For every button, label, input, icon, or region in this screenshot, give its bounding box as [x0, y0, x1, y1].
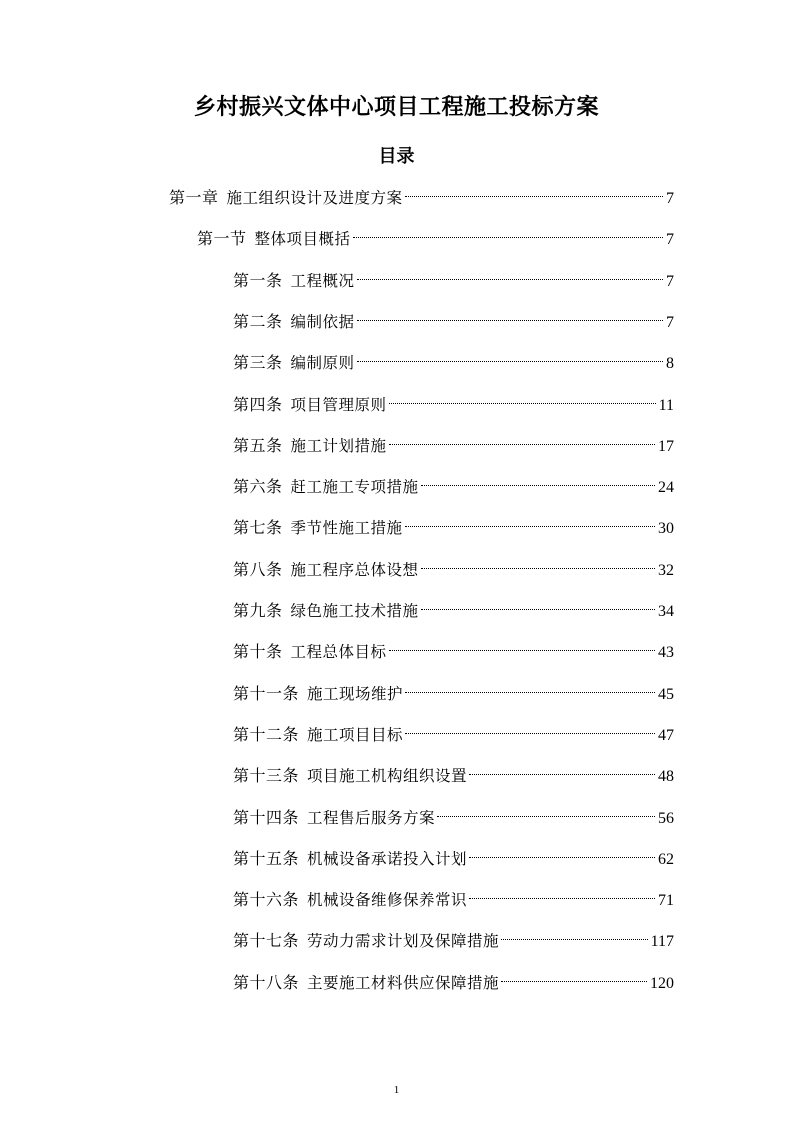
- toc-entry-number: 第三条: [233, 353, 283, 373]
- toc-entry[interactable]: [233, 927, 674, 955]
- toc-entry[interactable]: [233, 804, 674, 832]
- toc-entry-title: 项目施工机构组织设置: [307, 767, 468, 786]
- toc-entry[interactable]: [233, 473, 674, 501]
- toc-entry-page-number: 24: [658, 479, 674, 497]
- toc-dot-leader: [421, 609, 655, 610]
- toc-dot-leader: [405, 196, 663, 197]
- toc-entry-page-number: 7: [666, 231, 674, 249]
- page-number: 1: [393, 1084, 400, 1096]
- toc-entry-title: 整体项目概括: [254, 230, 351, 249]
- toc-dot-leader: [389, 650, 655, 651]
- toc-entry-title: 项目管理原则: [290, 395, 387, 414]
- toc-entry[interactable]: [233, 597, 674, 625]
- toc-entry[interactable]: [233, 638, 674, 666]
- toc-entry[interactable]: [233, 721, 674, 749]
- toc-dot-leader: [405, 526, 655, 527]
- toc-entry-title: 工程概况: [290, 271, 355, 290]
- toc-entry-title: 工程售后服务方案: [307, 808, 436, 827]
- toc-entry-number: 第二条: [233, 311, 283, 331]
- toc-entry-number: 第十一条: [233, 683, 300, 703]
- toc-entry-title: 施工程序总体设想: [290, 560, 419, 579]
- toc-entry[interactable]: [197, 225, 674, 253]
- toc-entry-page-number: 56: [658, 809, 674, 827]
- toc-entry-number: 第十二条: [233, 724, 300, 744]
- toc-entry-title: 机械设备维修保养常识: [307, 891, 468, 910]
- toc-entry-number: 第四条: [233, 394, 283, 414]
- toc-entry-number: 第九条: [233, 601, 283, 620]
- toc-entry-title: 机械设备承诺投入计划: [307, 849, 468, 868]
- toc-entry[interactable]: [233, 680, 674, 708]
- toc-dot-leader: [501, 939, 648, 940]
- toc-entry-page-number: 11: [658, 396, 674, 414]
- toc-entry-page-number: 17: [658, 437, 674, 455]
- toc-entry-title: 编制依据: [290, 312, 355, 331]
- toc-dot-leader: [357, 279, 663, 280]
- toc-entry-number: 第十八条: [233, 972, 300, 992]
- toc-dot-leader: [469, 774, 655, 775]
- toc-entry-page-number: 32: [658, 561, 674, 579]
- toc-entry-page-number: 48: [658, 768, 674, 786]
- toc-heading: 目录: [378, 146, 415, 167]
- toc-entry-page-number: 47: [658, 726, 674, 744]
- toc-entry-page-number: 43: [658, 644, 674, 662]
- toc-dot-leader: [437, 816, 655, 817]
- toc-entry-number: 第七条: [233, 518, 283, 538]
- toc-entry-title: 季节性施工措施: [290, 519, 403, 538]
- toc-dot-leader: [389, 444, 655, 445]
- toc-entry-title: 劳动力需求计划及保障措施: [307, 932, 500, 951]
- toc-entry-number: 第一条: [233, 270, 283, 290]
- toc-dot-leader: [421, 485, 655, 486]
- toc-entry-number: 第一章: [169, 188, 219, 207]
- toc-dot-leader: [469, 857, 655, 858]
- toc-entry-number: 第十四条: [233, 807, 300, 827]
- toc-dot-leader: [353, 237, 663, 238]
- toc-dot-leader: [357, 361, 663, 362]
- toc-entry-number: 第一节: [197, 229, 247, 249]
- toc-entry[interactable]: [233, 886, 674, 914]
- toc-entry[interactable]: [233, 432, 674, 460]
- toc-entry-number: 第六条: [233, 477, 283, 497]
- toc-entry[interactable]: [233, 308, 674, 336]
- toc-entry[interactable]: [233, 845, 674, 873]
- toc-entry-page-number: 34: [658, 603, 674, 620]
- toc-entry-page-number: 7: [666, 313, 674, 331]
- toc-dot-leader: [469, 898, 655, 899]
- toc-entry-title: 施工组织设计及进度方案: [226, 189, 403, 207]
- toc-entry-page-number: 7: [666, 272, 674, 290]
- toc-entry[interactable]: [233, 556, 674, 584]
- toc-dot-leader: [405, 692, 655, 693]
- toc-entry-title: 施工项目目标: [307, 725, 404, 744]
- toc-entry-number: 第十七条: [233, 931, 300, 951]
- toc-entry-number: 第八条: [233, 559, 283, 579]
- toc-entry-page-number: 45: [658, 685, 674, 703]
- toc-entry-page-number: 120: [650, 974, 674, 992]
- toc-entry-page-number: 117: [650, 933, 674, 951]
- toc-dot-leader: [389, 403, 656, 404]
- toc-entry[interactable]: [233, 762, 674, 790]
- toc-entry-number: 第十三条: [233, 766, 300, 786]
- toc-dot-leader: [357, 320, 663, 321]
- toc-entry-number: 第十五条: [233, 848, 300, 868]
- toc-entry[interactable]: [233, 349, 674, 377]
- toc-entry-title: 主要施工材料供应保障措施: [307, 973, 500, 992]
- toc-entry-page-number: 62: [658, 850, 674, 868]
- toc-dot-leader: [421, 568, 655, 569]
- toc-entry[interactable]: [169, 184, 674, 212]
- toc-dot-leader: [405, 733, 655, 734]
- toc-entry-number: 第五条: [233, 435, 283, 455]
- document-title: 乡村振兴文体中心项目工程施工投标方案: [193, 95, 599, 120]
- toc-entry-number: 第十条: [233, 642, 283, 662]
- toc-entry-title: 施工计划措施: [290, 436, 387, 455]
- toc-entry-page-number: 71: [658, 892, 674, 910]
- toc-entry-title: 工程总体目标: [290, 643, 387, 662]
- toc-entry[interactable]: [233, 391, 674, 419]
- toc-entry[interactable]: [233, 267, 674, 295]
- toc-entry-page-number: 7: [666, 190, 674, 207]
- toc-entry-title: 施工现场维护: [307, 684, 404, 703]
- toc-entry-page-number: 8: [666, 355, 674, 373]
- toc-entry-number: 第十六条: [233, 890, 300, 910]
- toc-entry[interactable]: [233, 514, 674, 542]
- toc-entry-title: 赶工施工专项措施: [290, 478, 419, 497]
- toc-entry-title: 绿色施工技术措施: [290, 602, 419, 620]
- toc-entry[interactable]: [233, 969, 674, 997]
- toc-entry-page-number: 30: [658, 520, 674, 538]
- toc-entry-title: 编制原则: [290, 354, 355, 373]
- toc-dot-leader: [501, 981, 647, 982]
